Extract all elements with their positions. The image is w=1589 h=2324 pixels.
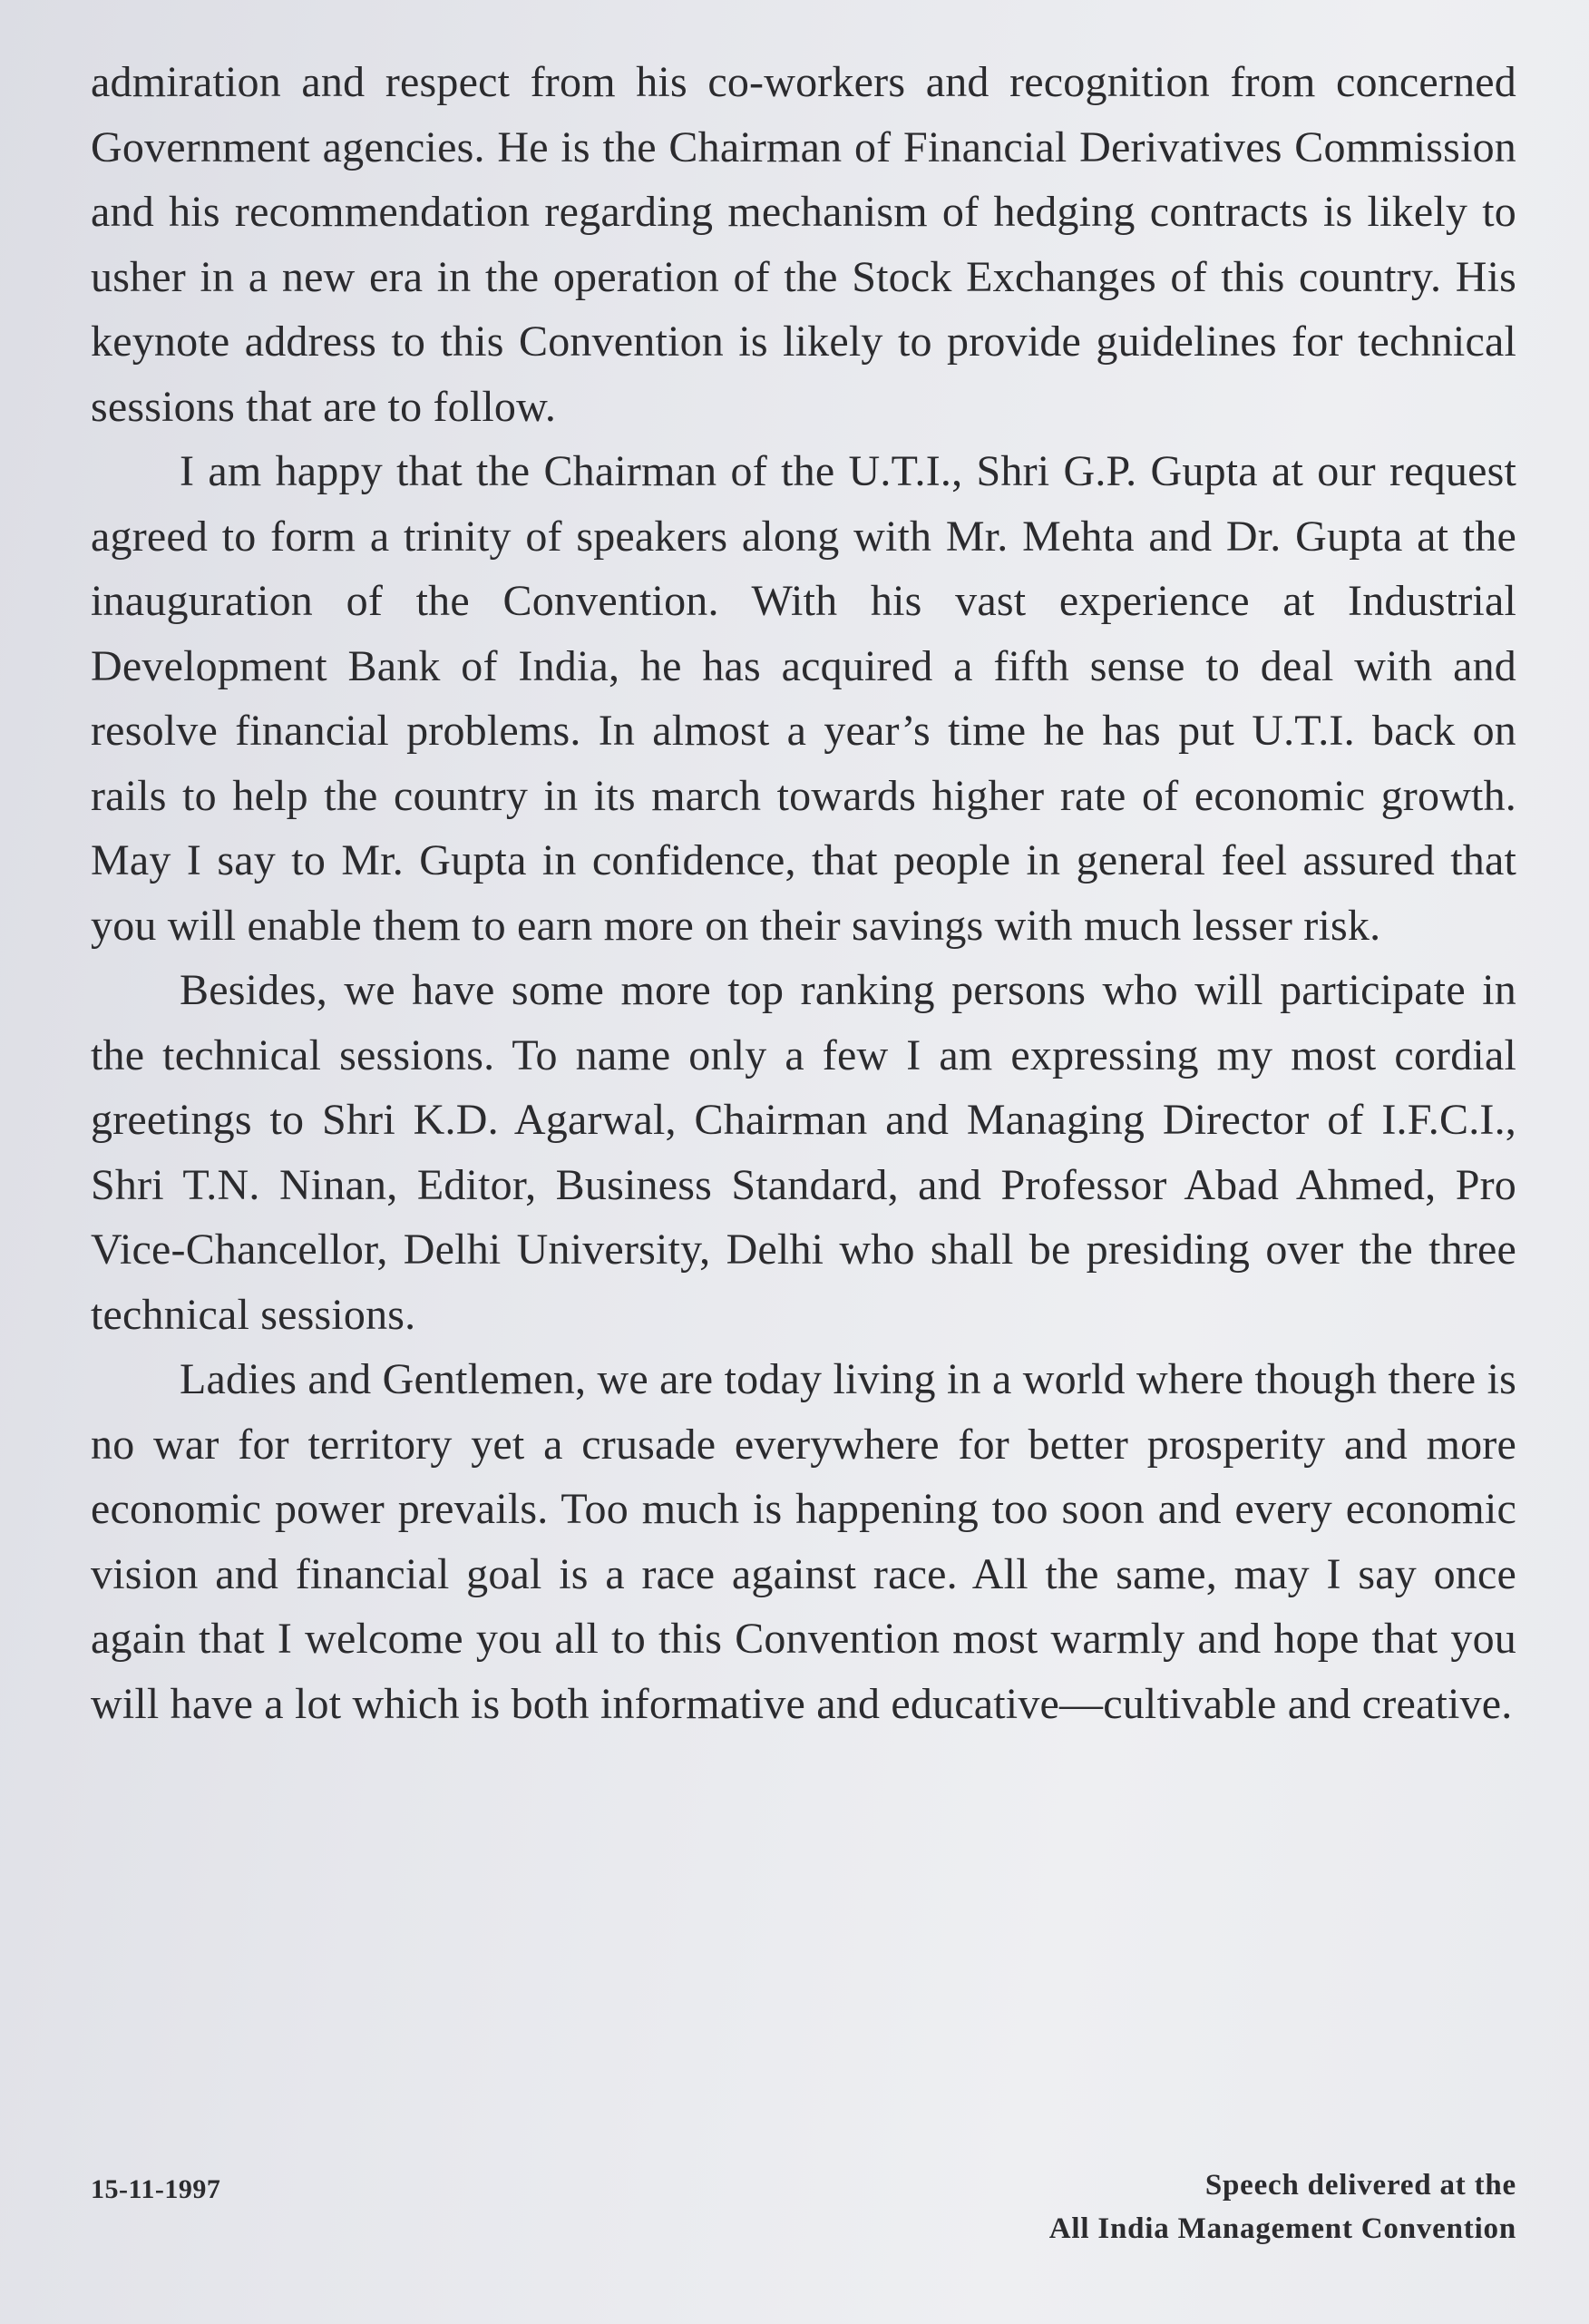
- paragraph-3: Besides, we have some more top ranking persons who will participate in the technical sessions. To name only a few I am expressing my most cordial greetings to Shri K.D. Agarwal, Chairman and Managing Director of I.F.C.I., Shri T.N. Ninan, Editor, Business Standard, and Professor Abad Ahmed, Pro Vice-Chancellor, Delhi University, Delhi who shall be presiding over the three technical sessions.: [91, 966, 1516, 1339]
- speech-note-line-2: All India Management Convention: [1048, 2212, 1516, 2245]
- speech-note: [1049, 2163, 1516, 2251]
- paragraph-4: Ladies and Gentlemen, we are today living in a world where though there is no war for territory yet a crusade everywhere for better prosperity and more economic power prevails. Too much is happening too soon and every economic vision and financial goal is a race against race. All the same, may I say once again that I welcome you all to this Convention most warmly and hope that you will have a lot which is both informative and educative—cultivable and creative.: [91, 1355, 1516, 1728]
- speech-date: 15-11-1997: [91, 2174, 221, 2204]
- document-body: [91, 50, 1516, 1736]
- paragraph-1: admiration and respect from his co-workers and recognition from concerned Government agencies. He is the Chairman of Financial Derivatives Commission and his recommendation regarding mechanism of hedging contracts is likely to usher in a new era in the operation of the Stock Exchanges of this country. His keynote address to this Convention is likely to provide guidelines for technical sessions that are to follow.: [91, 58, 1516, 431]
- paragraph-2: I am happy that the Chairman of the U.T.I., Shri G.P. Gupta at our request agreed to form a trinity of speakers along with Mr. Mehta and Dr. Gupta at the inauguration of the Convention. With his vast experience at Industrial Development Bank of India, he has acquired a fifth sense to deal with and resolve financial problems. In almost a year’s time he has put U.T.I. back on rails to help the country in its march towards higher rate of economic growth. May I say to Mr. Gupta in confidence, that people in general feel assured that you will enable them to earn more on their savings with much lesser risk.: [91, 447, 1516, 950]
- speech-note-line-1: Speech delivered at the: [1204, 2169, 1516, 2202]
